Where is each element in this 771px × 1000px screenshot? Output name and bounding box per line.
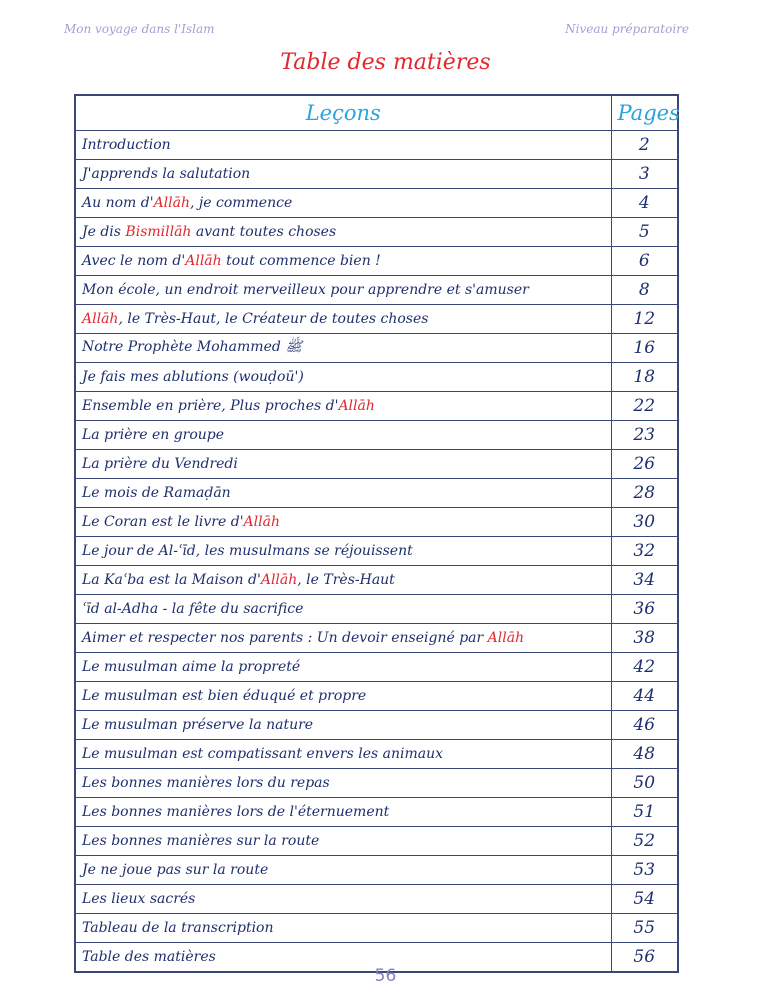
table-row <box>75 247 678 276</box>
table-row <box>75 595 678 624</box>
lesson-title <box>75 479 611 508</box>
lesson-page: 3 <box>611 160 678 189</box>
table-row <box>75 566 678 595</box>
lesson-text: , je commence <box>190 195 293 211</box>
lesson-title <box>75 914 611 943</box>
lesson-text: Le musulman préserve la nature <box>82 717 314 733</box>
lesson-page: 44 <box>611 682 678 711</box>
lessons-column-header: Leçons <box>75 95 611 131</box>
lesson-title <box>75 392 611 421</box>
lesson-page: 5 <box>611 218 678 247</box>
table-row <box>75 537 678 566</box>
table-row <box>75 160 678 189</box>
lesson-title <box>75 537 611 566</box>
table-row <box>75 827 678 856</box>
lesson-text: tout commence bien ! <box>221 253 381 269</box>
lesson-text: Le jour de Al-ʿīd, les musulmans se réjouissent <box>82 543 413 559</box>
lesson-page: 51 <box>611 798 678 827</box>
lesson-title <box>75 711 611 740</box>
lesson-text: Le mois de Ramaḍān <box>82 485 231 501</box>
table-row <box>75 276 678 305</box>
lesson-title <box>75 247 611 276</box>
lesson-title <box>75 305 611 334</box>
highlighted-name: Allāh <box>82 311 119 327</box>
lesson-text: Introduction <box>82 137 171 153</box>
highlighted-name: Allāh <box>260 572 298 588</box>
table-row <box>75 363 678 392</box>
lesson-text: Mon école, un endroit merveilleux pour apprendre et s'amuser <box>82 282 529 298</box>
lesson-title <box>75 363 611 392</box>
lesson-title <box>75 798 611 827</box>
lesson-text: Avec le nom d' <box>82 253 186 269</box>
running-header-level: Niveau préparatoire <box>565 22 689 36</box>
highlighted-name: Bismillāh <box>125 224 192 240</box>
table-row <box>75 914 678 943</box>
lesson-text: Table des matières <box>82 949 216 965</box>
table-row <box>75 508 678 537</box>
lesson-text: Les lieux sacrés <box>82 891 196 907</box>
lesson-text: Tableau de la transcription <box>82 920 274 936</box>
table-row <box>75 450 678 479</box>
lesson-page: 30 <box>611 508 678 537</box>
lesson-text: Ensemble en prière, Plus proches d' <box>82 398 339 414</box>
lesson-text: Les bonnes manières sur la route <box>82 833 320 849</box>
lesson-title <box>75 740 611 769</box>
toc-rows <box>75 131 678 973</box>
lesson-text: Le musulman est bien éduqué et propre <box>82 688 367 704</box>
lesson-title <box>75 421 611 450</box>
table-row <box>75 740 678 769</box>
lesson-title <box>75 218 611 247</box>
lesson-page: 54 <box>611 885 678 914</box>
lesson-text: La prière en groupe <box>82 427 225 443</box>
lesson-text: Au nom d' <box>82 195 154 211</box>
lesson-page: 18 <box>611 363 678 392</box>
lesson-page: 12 <box>611 305 678 334</box>
lesson-title <box>75 653 611 682</box>
lesson-page: 55 <box>611 914 678 943</box>
table-of-contents <box>74 94 679 973</box>
lesson-title <box>75 334 611 363</box>
lesson-text: , le Très-Haut, le Créateur de toutes choses <box>118 311 429 327</box>
lesson-title <box>75 508 611 537</box>
lesson-text: Le musulman aime la propreté <box>82 659 301 675</box>
lesson-page: 38 <box>611 624 678 653</box>
lesson-page: 32 <box>611 537 678 566</box>
lesson-page: 46 <box>611 711 678 740</box>
table-row <box>75 885 678 914</box>
lesson-title <box>75 131 611 160</box>
table-row <box>75 856 678 885</box>
highlighted-name: Allāh <box>185 253 222 269</box>
lesson-page: 6 <box>611 247 678 276</box>
lesson-title <box>75 276 611 305</box>
lesson-title <box>75 566 611 595</box>
lesson-title <box>75 624 611 653</box>
lesson-page: 16 <box>611 334 678 363</box>
lesson-text: Je ne joue pas sur la route <box>82 862 269 878</box>
table-row <box>75 421 678 450</box>
lesson-page: 34 <box>611 566 678 595</box>
table-row <box>75 769 678 798</box>
lesson-page: 53 <box>611 856 678 885</box>
lesson-text: Les bonnes manières lors du repas <box>82 775 330 791</box>
lesson-page: 8 <box>611 276 678 305</box>
toc-header-row <box>75 95 678 131</box>
lesson-page: 28 <box>611 479 678 508</box>
lesson-title <box>75 450 611 479</box>
lesson-page: 48 <box>611 740 678 769</box>
lesson-page: 36 <box>611 595 678 624</box>
lesson-title <box>75 189 611 218</box>
table-row <box>75 653 678 682</box>
lesson-text: ʿīd al-Adha - la fête du sacrifice <box>82 601 304 617</box>
lesson-title <box>75 160 611 189</box>
table-row <box>75 392 678 421</box>
page-number: 56 <box>374 966 397 986</box>
page-title: Table des matières <box>280 50 491 75</box>
highlighted-name: Allāh <box>153 195 190 211</box>
table-row <box>75 305 678 334</box>
lesson-text: Je dis <box>82 224 126 240</box>
lesson-text: Notre Prophète Mohammed ﷺ <box>82 339 303 355</box>
lesson-page: 2 <box>611 131 678 160</box>
lesson-page: 26 <box>611 450 678 479</box>
lesson-page: 52 <box>611 827 678 856</box>
lesson-page: 23 <box>611 421 678 450</box>
table-row <box>75 189 678 218</box>
table-row <box>75 479 678 508</box>
highlighted-name: Allāh <box>243 514 280 530</box>
lesson-page: 50 <box>611 769 678 798</box>
lesson-title <box>75 769 611 798</box>
lesson-title <box>75 856 611 885</box>
lesson-title <box>75 885 611 914</box>
lesson-page: 22 <box>611 392 678 421</box>
lesson-page: 42 <box>611 653 678 682</box>
lesson-page: 4 <box>611 189 678 218</box>
table-row <box>75 624 678 653</box>
running-header-title: Mon voyage dans l'Islam <box>64 22 215 36</box>
table-row <box>75 218 678 247</box>
lesson-title <box>75 682 611 711</box>
lesson-text: Le musulman est compatissant envers les animaux <box>82 746 443 762</box>
lesson-text: Je fais mes ablutions (wouḍoū') <box>82 369 304 385</box>
highlighted-name: Allāh <box>487 630 525 646</box>
lesson-text: J'apprends la salutation <box>82 166 251 182</box>
lesson-text: Aimer et respecter nos parents : Un devoir enseigné par <box>82 630 488 646</box>
lesson-text: La prière du Vendredi <box>82 456 238 472</box>
table-row <box>75 334 678 363</box>
pages-column-header: Pages <box>611 95 678 131</box>
lesson-text: Le Coran est le livre d' <box>82 514 244 530</box>
table-row <box>75 711 678 740</box>
table-row <box>75 798 678 827</box>
table-row <box>75 682 678 711</box>
highlighted-name: Allāh <box>338 398 375 414</box>
lesson-title <box>75 827 611 856</box>
lesson-page: 56 <box>611 943 678 973</box>
lesson-text: , le Très-Haut <box>297 572 395 588</box>
table-row <box>75 131 678 160</box>
lesson-text: La Kaʿba est la Maison d' <box>82 572 261 588</box>
lesson-title <box>75 595 611 624</box>
lesson-text: Les bonnes manières lors de l'éternuement <box>82 804 390 820</box>
lesson-text: avant toutes choses <box>191 224 337 240</box>
